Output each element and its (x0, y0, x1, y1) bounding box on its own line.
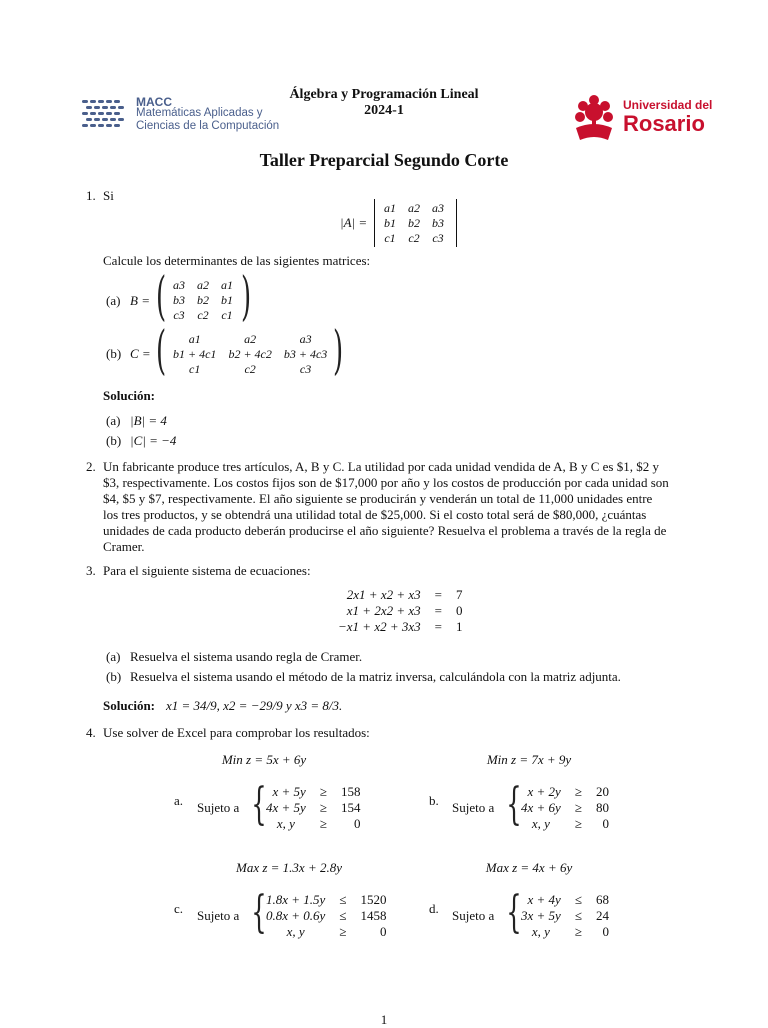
macc-logo-mark-icon (80, 96, 128, 134)
c-op: ≤ (574, 892, 582, 907)
c-op: ≥ (319, 800, 327, 815)
cell: b1 + 4c1 (173, 347, 217, 361)
cell: b1 (384, 216, 396, 230)
det-A-table (378, 201, 450, 246)
cell: c3 (173, 308, 185, 322)
cell: c2 (197, 308, 209, 322)
c-rhs: 0 (353, 816, 361, 831)
eq-op: = (434, 603, 442, 618)
c-lhs: x + 4y (527, 892, 561, 907)
left-paren: ( (156, 321, 167, 381)
q2-paragraph (103, 459, 703, 555)
q1-b-lhs: C = (130, 346, 151, 361)
lp-problem-d (429, 860, 629, 950)
cell: a2 (408, 201, 420, 215)
q1-sol-a: |B| = 4 (130, 413, 167, 428)
eq-lhs: x1 + 2x2 + x3 (346, 603, 421, 618)
cell: b2 (408, 216, 420, 230)
c-lhs: 1.8x + 1.5y (266, 892, 326, 907)
q2-number: 2. (86, 459, 96, 474)
c-op: ≥ (319, 784, 327, 799)
page-title: Taller Preparcial Segundo Corte (259, 150, 509, 170)
q2-line: $4, $5 y $7, respectivamente. El año siguiente se producirán y venderán un total de 11,000 unidades entre (103, 491, 653, 506)
left-brace: { (506, 887, 522, 938)
eq-lhs: 2x1 + x2 + x3 (346, 587, 421, 602)
cell: b3 (173, 293, 185, 307)
lp-objective: Min z = 7x + 9y (486, 752, 572, 767)
lp-objective: Min z = 5x + 6y (221, 752, 307, 767)
q1-a-label: (a) (106, 293, 121, 308)
q3-intro: Para el siguiente sistema de ecuaciones: (103, 563, 311, 578)
q1-sol-a-label: (a) (106, 413, 121, 428)
c-rhs: 0 (379, 924, 387, 939)
q4-number: 4. (86, 725, 96, 740)
det-lhs: |A| = (340, 215, 368, 230)
eq-rhs: 7 (455, 587, 463, 602)
cell: b3 + 4c3 (283, 347, 328, 361)
cell: a3 (299, 332, 312, 346)
c-rhs: 1520 (360, 892, 387, 907)
lp-constraints (517, 784, 613, 832)
lp-objective: Max z = 4x + 6y (485, 860, 573, 875)
page-number: 1 (380, 1012, 388, 1027)
cell: c1 (189, 362, 201, 376)
lp-problem-a (174, 752, 374, 842)
course-term: 2024-1 (364, 103, 404, 118)
lp-subject: Sujeto a (197, 800, 240, 815)
q2-line: Cramer. (103, 539, 145, 554)
c-op: ≥ (574, 816, 582, 831)
cell: a1 (188, 332, 201, 346)
c-op: ≥ (574, 784, 582, 799)
eq-rhs: 0 (455, 603, 463, 618)
cell: a3 (173, 278, 185, 292)
macc-line1: Matemáticas Aplicadas y (136, 107, 263, 119)
right-paren: ) (241, 267, 252, 327)
q2-line: unidades de cada producto deberán producirse el año siguiente? Resuelva el problema a través de la regla de (103, 523, 667, 538)
cell: c1 (221, 308, 233, 322)
left-brace: { (506, 779, 522, 830)
eq-lhs: −x1 + x2 + 3x3 (338, 619, 421, 634)
c-rhs: 20 (595, 784, 609, 799)
lp-constraints (262, 784, 364, 832)
c-rhs: 1458 (360, 908, 387, 923)
macc-logo (80, 96, 295, 136)
lp-subject: Sujeto a (452, 908, 495, 923)
c-lhs: 3x + 5y (521, 908, 561, 923)
c-op: ≥ (574, 924, 582, 939)
lp-problem-b (429, 752, 629, 842)
q1-sol-b: |C| = −4 (130, 433, 177, 448)
c-op: ≤ (339, 892, 347, 907)
q1-sol-b-label: (b) (106, 433, 122, 448)
c-rhs: 154 (340, 800, 361, 815)
c-op: ≤ (574, 908, 582, 923)
cell: a2 (244, 332, 257, 346)
q3-a-text: Resuelva el sistema usando regla de Cramer. (130, 649, 363, 664)
cell: a1 (384, 201, 396, 215)
lp-constraints (517, 892, 613, 940)
q4-intro: Use solver de Excel para comprobar los resultados: (103, 725, 370, 740)
c-rhs: 0 (602, 816, 609, 831)
rosario-seal-icon (568, 92, 620, 144)
q2-line: Un fabricante produce tres artículos, A, B y C. La utilidad por cada unidad vendida de A, B y C es $1, $2 y (103, 459, 659, 474)
right-paren: ) (333, 321, 344, 381)
lp-subject: Sujeto a (197, 908, 240, 923)
q1-intro: Si (103, 188, 114, 203)
c-lhs: 0.8x + 0.6y (266, 908, 326, 923)
cell: c1 (384, 231, 396, 245)
q3-number: 3. (86, 563, 96, 578)
q1-number: 1. (86, 188, 96, 203)
c-rhs: 158 (340, 784, 361, 799)
cell: c3 (299, 362, 312, 376)
matrix-B (167, 278, 239, 323)
cell: b2 + 4c2 (228, 347, 272, 361)
c-op: ≥ (574, 800, 582, 815)
rosario-line2: Rosario (623, 111, 705, 136)
rosario-line1: Universidad del (623, 98, 713, 112)
q1-a-lhs: B = (130, 293, 150, 308)
c-lhs: x, y (276, 816, 295, 831)
cell: b1 (221, 293, 233, 307)
course-title: Álgebra y Programación Lineal (289, 87, 479, 102)
c-lhs: x, y (531, 924, 550, 939)
c-lhs: x + 5y (272, 784, 306, 799)
q1-instruction: Calcule los determinantes de las sigientes matrices: (103, 253, 371, 268)
eq-op: = (434, 619, 442, 634)
q1-b-label: (b) (106, 346, 122, 361)
macc-line2: Ciencias de la Computación (136, 120, 280, 132)
lp-label: c. (174, 901, 184, 916)
c-lhs: 4x + 6y (521, 800, 561, 815)
c-rhs: 80 (595, 800, 609, 815)
q3-system (334, 587, 466, 635)
lp-objective: Max z = 1.3x + 2.8y (236, 860, 342, 875)
cell: a2 (197, 278, 209, 292)
lp-problem-c (174, 860, 404, 950)
cell: b3 (432, 216, 444, 230)
cell: c2 (408, 231, 420, 245)
cell: a1 (221, 278, 233, 292)
eq-rhs: 1 (455, 619, 463, 634)
c-op: ≥ (339, 924, 347, 939)
c-lhs: 4x + 5y (266, 800, 306, 815)
matrix-C (167, 332, 333, 377)
c-lhs: x, y (531, 816, 550, 831)
cell: a3 (432, 201, 444, 215)
c-lhs: x, y (286, 924, 305, 939)
c-lhs: x + 2y (527, 784, 561, 799)
macc-title: MACC (136, 95, 172, 109)
left-brace: { (251, 779, 267, 830)
lp-subject: Sujeto a (452, 800, 495, 815)
c-rhs: 68 (595, 892, 609, 907)
lp-constraints (262, 892, 390, 940)
q3-a-label: (a) (106, 649, 121, 664)
rosario-logo (568, 92, 713, 144)
q3-solution-label: Solución: (103, 698, 156, 713)
left-brace: { (251, 887, 267, 938)
lp-label: a. (174, 793, 184, 808)
cell: c2 (244, 362, 256, 376)
cell: b2 (197, 293, 209, 307)
lp-label: b. (429, 793, 439, 808)
q3-solution: x1 = 34/9, x2 = −29/9 y x3 = 8/3. (166, 698, 343, 713)
q1-solution-label: Solución: (103, 388, 156, 403)
c-op: ≥ (319, 816, 327, 831)
c-rhs: 24 (595, 908, 609, 923)
left-paren: ( (156, 267, 167, 327)
c-op: ≤ (339, 908, 347, 923)
lp-label: d. (429, 901, 439, 916)
q3-b-text: Resuelva el sistema usando el método de la matriz inversa, calculándola con la matriz adjunta. (130, 669, 621, 684)
q2-line: $3, respectivamente. Los costos fijos son de $17,000 por año y los costos de producción por cada unidad son (103, 475, 669, 490)
q3-b-label: (b) (106, 669, 122, 684)
eq-op: = (434, 587, 442, 602)
cell: c3 (432, 231, 444, 245)
q2-line: los tres productos, y se obtendrá una utilidad total de $25,000. Si el costo total será de $80,000, ¿cuántas (103, 507, 647, 522)
c-rhs: 0 (602, 924, 609, 939)
